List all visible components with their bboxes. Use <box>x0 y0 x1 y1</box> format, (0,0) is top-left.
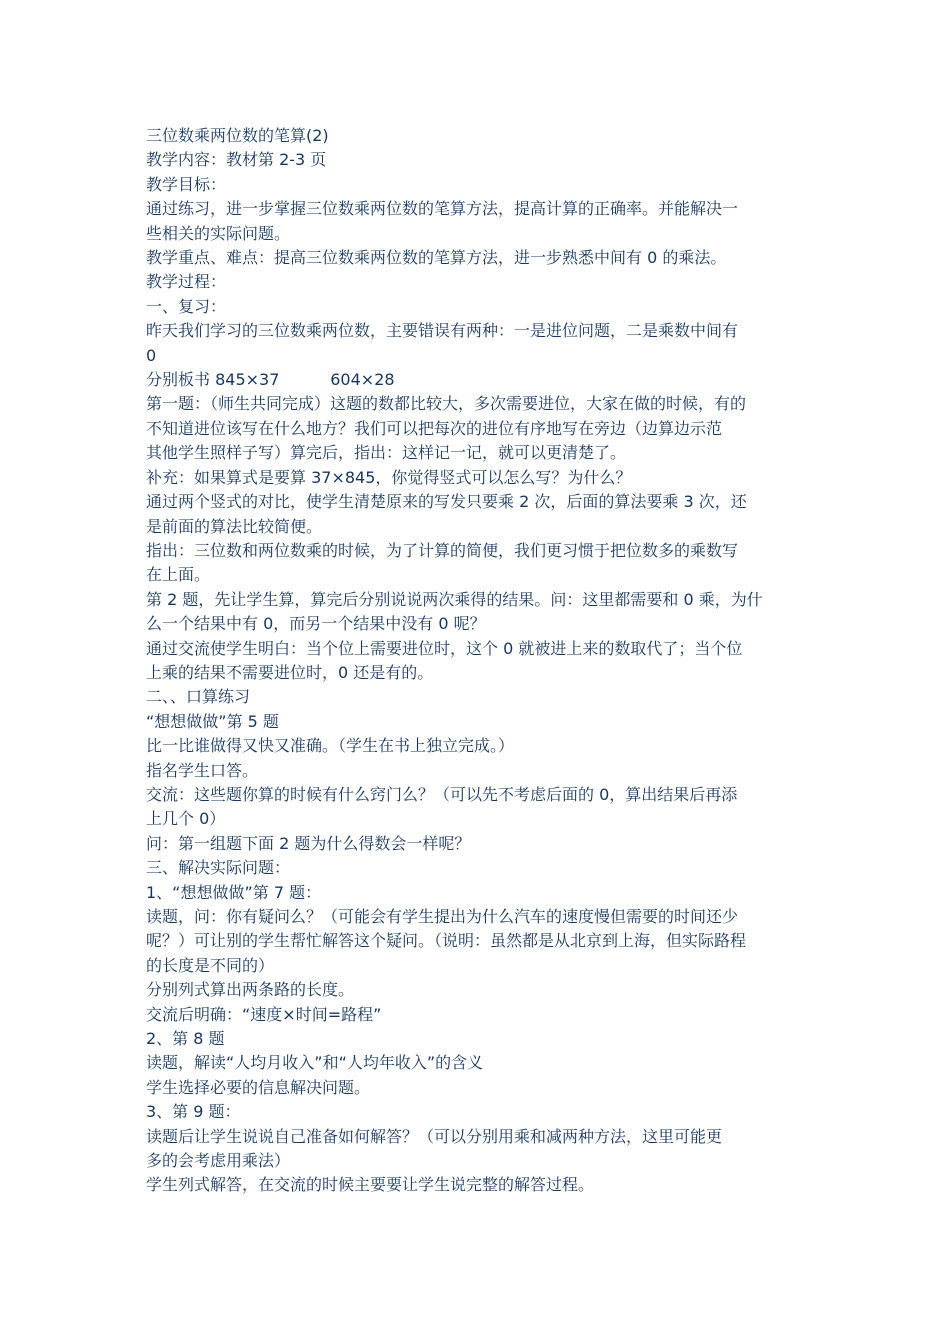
text-line: 1、“想想做做”第 7 题： <box>146 882 322 902</box>
text-line: 不知道进位该写在什么地方？我们可以把每次的进位有序地写在旁边（边算边示范 <box>146 418 723 438</box>
text-line: 指名学生口答。 <box>146 760 259 780</box>
text-line: 么一个结果中有 0，而另一个结果中没有 0 呢？ <box>146 614 486 634</box>
text-line: 呢？）可让别的学生帮忙解答这个疑问。（说明：虽然都是从北京到上海，但实际路程 <box>146 931 747 951</box>
text-line: 交流后明确：“速度×时间=路程” <box>146 1004 382 1024</box>
text-line: 指出：三位数和两位数乘的时候，为了计算的简便，我们更习惯于把位数多的乘数写 <box>146 540 739 560</box>
text-line: 2、第 8 题 <box>146 1029 225 1049</box>
text-line: 些相关的实际问题。 <box>146 223 291 243</box>
text-line: 通过两个竖式的对比，使学生清楚原来的写发只要乘 2 次，后面的算法要乘 3 次，还 <box>146 492 747 512</box>
text-line: 读题后让学生说说自己准备如何解答？（可以分别用乘和减两种方法，这里可能更 <box>146 1126 723 1146</box>
text-line: 读题，问：你有疑问么？（可能会有学生提出为什么汽车的速度慢但需要的时间还少 <box>146 907 739 926</box>
text-line: 问：第一组题下面 2 题为什么得数会一样呢？ <box>146 833 471 853</box>
text-line: 通过交流使学生明白：当个位上需要进位时，这个 0 就被进上来的数取代了；当个位 <box>146 638 743 658</box>
text-line: 读题，解读“人均月收入”和“人均年收入”的含义 <box>146 1053 484 1073</box>
text-line: 交流：这些题你算的时候有什么窍门么？（可以先不考虑后面的 0，算出结果后再添 <box>146 784 738 804</box>
text-line: 的长度是不同的） <box>146 955 275 975</box>
text-line: 0 <box>146 345 157 365</box>
document-page <box>146 124 814 1198</box>
section-heading-oral: 二、、口算练习 <box>146 687 251 707</box>
document-title: 三位数乘两位数的笔算(2) <box>146 126 329 145</box>
text-line: 学生选择必要的信息解决问题。 <box>146 1077 371 1097</box>
teaching-content: 教学内容：教材第 2-3 页 <box>146 150 327 170</box>
section-heading-problems: 三、解决实际问题： <box>146 858 291 878</box>
text-line: 其他学生照样子写）算完后，指出：这样记一记，就可以更清楚了。 <box>146 443 627 463</box>
text-line: 上乘的结果不需要进位时，0 还是有的。 <box>146 662 434 682</box>
section-heading-goals: 教学目标： <box>146 174 227 194</box>
text-line: 第一题：（师生共同完成）这题的数都比较大，多次需要进位，大家在做的时候，有的 <box>146 394 747 414</box>
text-line: 教学重点、难点：提高三位数乘两位数的笔算方法，进一步熟悉中间有 0 的乘法。 <box>146 248 727 268</box>
text-line: 比一比谁做得又快又准确。（学生在书上独立完成。） <box>146 736 515 756</box>
text-line: 分别板书 845×37 604×28 <box>146 370 395 390</box>
text-line: “想想做做”第 5 题 <box>146 711 279 731</box>
text-line: 第 2 题，先让学生算，算完后分别说说两次乘得的结果。问：这里都需要和 0 乘，为什 <box>146 589 763 609</box>
text-line: 通过练习，进一步掌握三位数乘两位数的笔算方法，提高计算的正确率。并能解决一 <box>146 199 739 219</box>
text-line: 昨天我们学习的三位数乘两位数，主要错误有两种：一是进位问题，二是乘数中间有 <box>146 321 739 341</box>
text-line: 上几个 0） <box>146 809 226 829</box>
text-line: 3、第 9 题： <box>146 1102 241 1122</box>
text-line: 是前面的算法比较简便。 <box>146 516 323 536</box>
section-heading-process: 教学过程： <box>146 272 227 292</box>
text-line: 学生列式解答，在交流的时候主要要让学生说完整的解答过程。 <box>146 1175 595 1195</box>
text-line: 补充：如果算式是要算 37×845，你觉得竖式可以怎么写？为什么？ <box>146 467 632 487</box>
text-line: 多的会考虑用乘法） <box>146 1151 291 1171</box>
text-line: 在上面。 <box>146 565 211 585</box>
section-heading-review: 一、复习： <box>146 296 227 316</box>
text-line: 分别列式算出两条路的长度。 <box>146 980 355 1000</box>
